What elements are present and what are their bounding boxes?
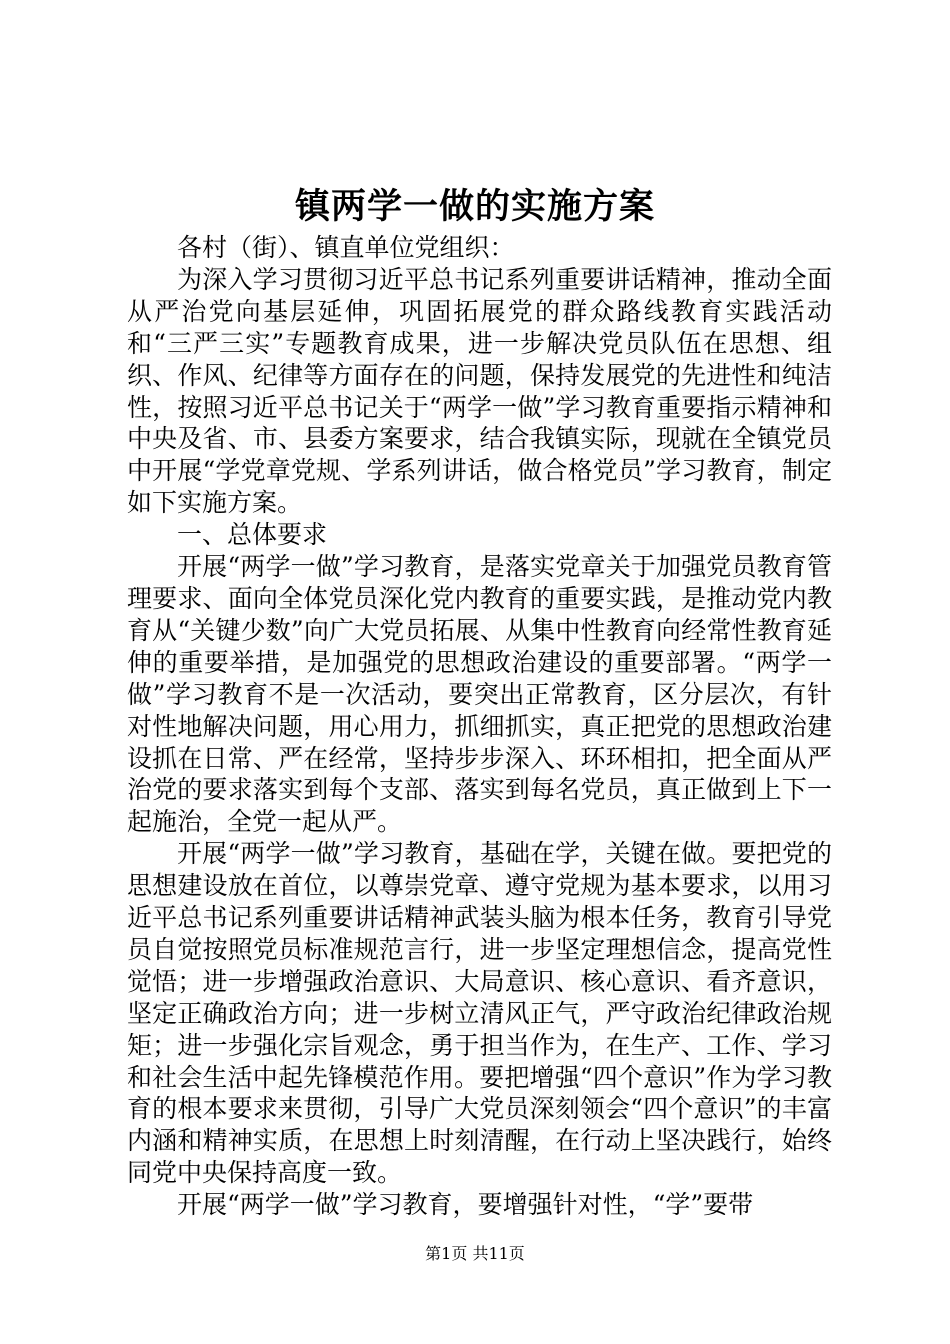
salutation-paragraph: 各村（街）、镇直单位党组织： — [177, 233, 515, 262]
intro-paragraph: 为深入学习贯彻习近平总书记系列重要讲话精神，推动全面从严治党向基层延伸，巩固拓展党的群众路线教育实践活动和“三严三实”专题教育成果，进一步解决党员队伍在思想、组织、作风、纪律等方面存在的问题，保持发展党的先进性和纯洁性，按照习近平总书记关于“两学一做”学习教育重要指示精神和中央及省、市、县委方案要求，结合我镇实际，现就在全镇党员中开展“学党章党规、学系列讲话，做合格党员”学习教育，制定如下实施方案。 — [127, 264, 832, 518]
section-heading: 一、总体要求 — [177, 520, 328, 550]
body-paragraph: 开展“两学一做”学习教育，要增强针对性，“学”要带 — [177, 1190, 754, 1220]
body-paragraph: 开展“两学一做”学习教育，基础在学，关键在做。要把党的思想建设放在首位，以尊崇党章、遵守党规为基本要求，以用习近平总书记系列重要讲话精神武装头脑为根本任务，教育引导党员自觉按照党员标准规范言行，进一步坚定理想信念，提高党性觉悟；进一步增强政治意识、大局意识、核心意识、看齐意识，坚定正确政治方向；进一步树立清风正气，严守政治纪律政治规矩；进一步强化宗旨观念，勇于担当作为，在生产、工作、学习和社会生活中起先锋模范作用。要把增强“四个意识”作为学习教育的根本要求来贯彻，引导广大党员深刻领会“四个意识”的丰富内涵和精神实质，在思想上时刻清醒，在行动上坚决践行，始终同党中央保持高度一致。 — [127, 839, 832, 1188]
page-footer: 第1页 共11页 — [425, 1244, 525, 1263]
body-paragraph: 开展“两学一做”学习教育，是落实党章关于加强党员教育管理要求、面向全体党员深化党内教育的重要实践，是推动党内教育从“关键少数”向广大党员拓展、从集中性教育向经常性教育延伸的重要举措，是加强党的思想政治建设的重要部署。“两学一做”学习教育不是一次活动，要突出正常教育，区分层次，有针对性地解决问题，用心用力，抓细抓实，真正把党的思想政治建设抓在日常、严在经常，坚持步步深入、环环相扣，把全面从严治党的要求落实到每个支部、落实到每名党员，真正做到上下一起施治，全党一起从严。 — [127, 552, 832, 837]
document-body — [127, 232, 832, 1221]
document-title: 镇两学一做的实施方案 — [294, 186, 655, 227]
